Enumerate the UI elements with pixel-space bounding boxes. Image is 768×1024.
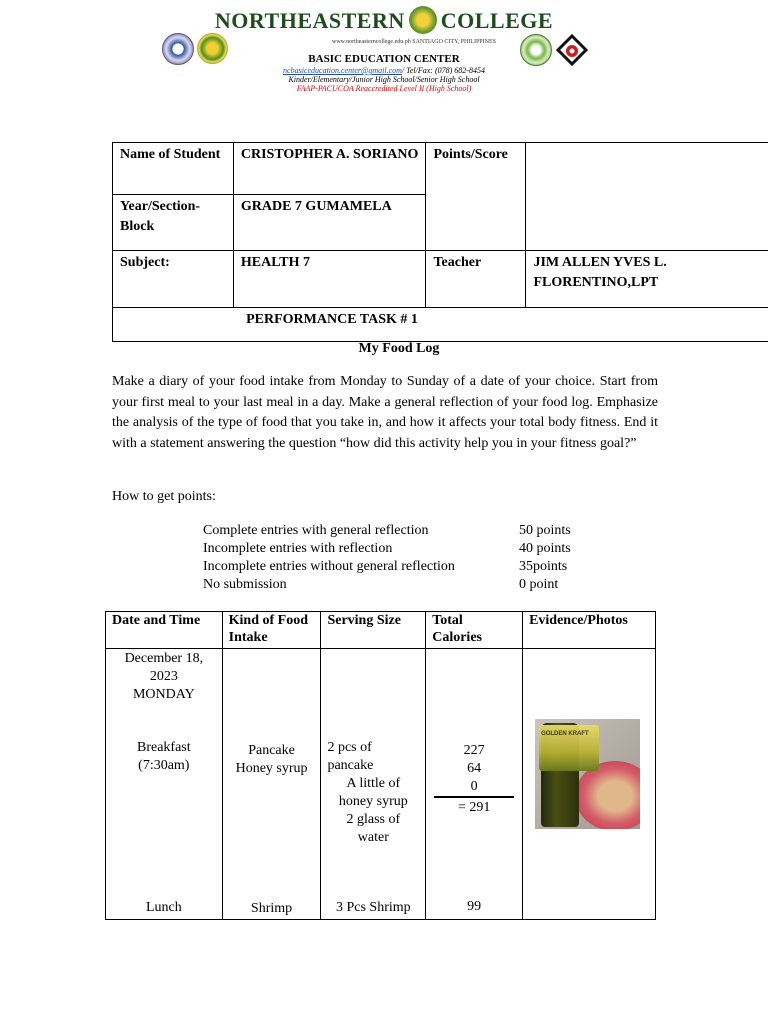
- rubric-points: 0 point: [519, 577, 559, 592]
- entry-date: December 18,: [124, 651, 204, 666]
- calories-value: 0: [470, 779, 478, 794]
- college-name-left: NORTHEASTERN: [214, 8, 405, 33]
- school-levels: Kinder/Elementary/Junior High School/Senior High School: [288, 75, 480, 84]
- partner-seal-logo: [520, 34, 552, 66]
- rubric-criteria: Incomplete entries without general reflection: [203, 559, 455, 574]
- calories-value: 64: [467, 761, 482, 776]
- year-value: GRADE 7 GUMAMELA: [233, 195, 426, 251]
- college-website: www.northeasterncollege.edu.ph SANTIAGO CITY, PHILIPPINES: [332, 39, 496, 45]
- telfax: / Tel/Fax: (078) 682-8454: [401, 66, 485, 75]
- food-kind-cell: [223, 649, 321, 919]
- food-pancake: Pancake: [248, 743, 295, 758]
- teacher-label: Teacher: [426, 251, 526, 308]
- points-label: Points/Score: [426, 143, 526, 251]
- calories-cell: [426, 649, 522, 919]
- rubric-criteria: Incomplete entries with reflection: [203, 541, 393, 556]
- header-food-kind: Kind of Food Intake: [222, 612, 321, 649]
- meal-breakfast-time: (7:30am): [138, 758, 190, 773]
- contact-line: [0, 66, 768, 75]
- rubric-points: 40 points: [519, 541, 571, 556]
- serving-line: 2 pcs of: [327, 740, 372, 755]
- scoring-rubric: [203, 522, 571, 594]
- entry-day: MONDAY: [132, 687, 195, 702]
- rubric-points: 35points: [519, 559, 568, 574]
- header-date-time: Date and Time: [106, 612, 223, 649]
- student-info-table: [112, 142, 768, 342]
- how-to-get-points: How to get points:: [112, 489, 216, 504]
- rubric-row: [203, 540, 571, 558]
- evidence-cell: [523, 649, 655, 919]
- calories-lunch: 99: [467, 899, 482, 914]
- food-log-title: My Food Log: [358, 341, 440, 356]
- rubric-row: [203, 522, 571, 540]
- year-label: Year/Section-Block: [113, 195, 234, 251]
- accreditation: FAAP-PACUCOA Reaccredited Level II (High School): [296, 84, 472, 93]
- rubric-criteria: No submission: [203, 577, 287, 592]
- serving-line: honey syrup: [338, 794, 408, 809]
- bottle-label-text: GOLDEN KRAFT: [541, 731, 589, 737]
- rubric-points: 50 points: [519, 523, 571, 538]
- serving-line: 2 glass of: [346, 812, 401, 827]
- subject-value: HEALTH 7: [233, 251, 426, 308]
- department-name: BASIC EDUCATION CENTER: [308, 53, 460, 65]
- instructions: Make a diary of your food intake from Monday to Sunday of a date of your choice. Start from your first meal to your last meal in a day. Make a general reflection of your food log. Emphasize the analysis of the type of food that you take in, and how it affects your total body fitness. End it with a statement answering the question “how did this activity help you in your fitness goal?”: [112, 374, 658, 451]
- teacher-value: JIM ALLEN YVES L. FLORENTINO,LPT: [526, 251, 768, 308]
- calories-value: 227: [463, 743, 485, 758]
- entry-year: 2023: [149, 669, 178, 684]
- header-serving-size: Serving Size: [321, 612, 426, 649]
- food-log-table: [105, 611, 656, 920]
- meal-breakfast: Breakfast: [137, 740, 191, 755]
- food-shrimp: Shrimp: [250, 901, 293, 916]
- sum-line: [434, 796, 514, 798]
- subject-label: Subject:: [113, 251, 234, 308]
- serving-shrimp: 3 Pcs Shrimp: [335, 900, 411, 915]
- name-value: CRISTOPHER A. SORIANO: [233, 143, 426, 195]
- rubric-row: [203, 576, 571, 594]
- email-link[interactable]: ncbasiceducation.center@gmail.com: [283, 66, 402, 75]
- points-value: [526, 143, 768, 251]
- task-title: PERFORMANCE TASK # 1: [113, 308, 768, 342]
- header-evidence: Evidence/Photos: [523, 612, 656, 649]
- partner-emblem-logo: [556, 34, 588, 66]
- college-name-right: COLLEGE: [440, 8, 554, 33]
- serving-size-cell: [321, 649, 425, 919]
- serving-line: water: [357, 830, 389, 845]
- rubric-criteria: Complete entries with general reflection: [203, 523, 429, 538]
- food-photo: [535, 719, 640, 829]
- college-seal-icon: [409, 6, 437, 34]
- date-time-cell: [106, 649, 222, 919]
- header-total-calories: Total Calories: [426, 612, 523, 649]
- meal-lunch: Lunch: [145, 900, 182, 915]
- rubric-row: [203, 558, 571, 576]
- serving-line: A little of: [346, 776, 401, 791]
- name-label: Name of Student: [113, 143, 234, 195]
- college-name: [0, 8, 768, 37]
- pancake-plate: [575, 761, 640, 829]
- food-honey-syrup: Honey syrup: [235, 761, 308, 776]
- calories-total: = 291: [457, 800, 491, 815]
- table-row: [106, 649, 656, 920]
- serving-line: pancake: [327, 758, 374, 773]
